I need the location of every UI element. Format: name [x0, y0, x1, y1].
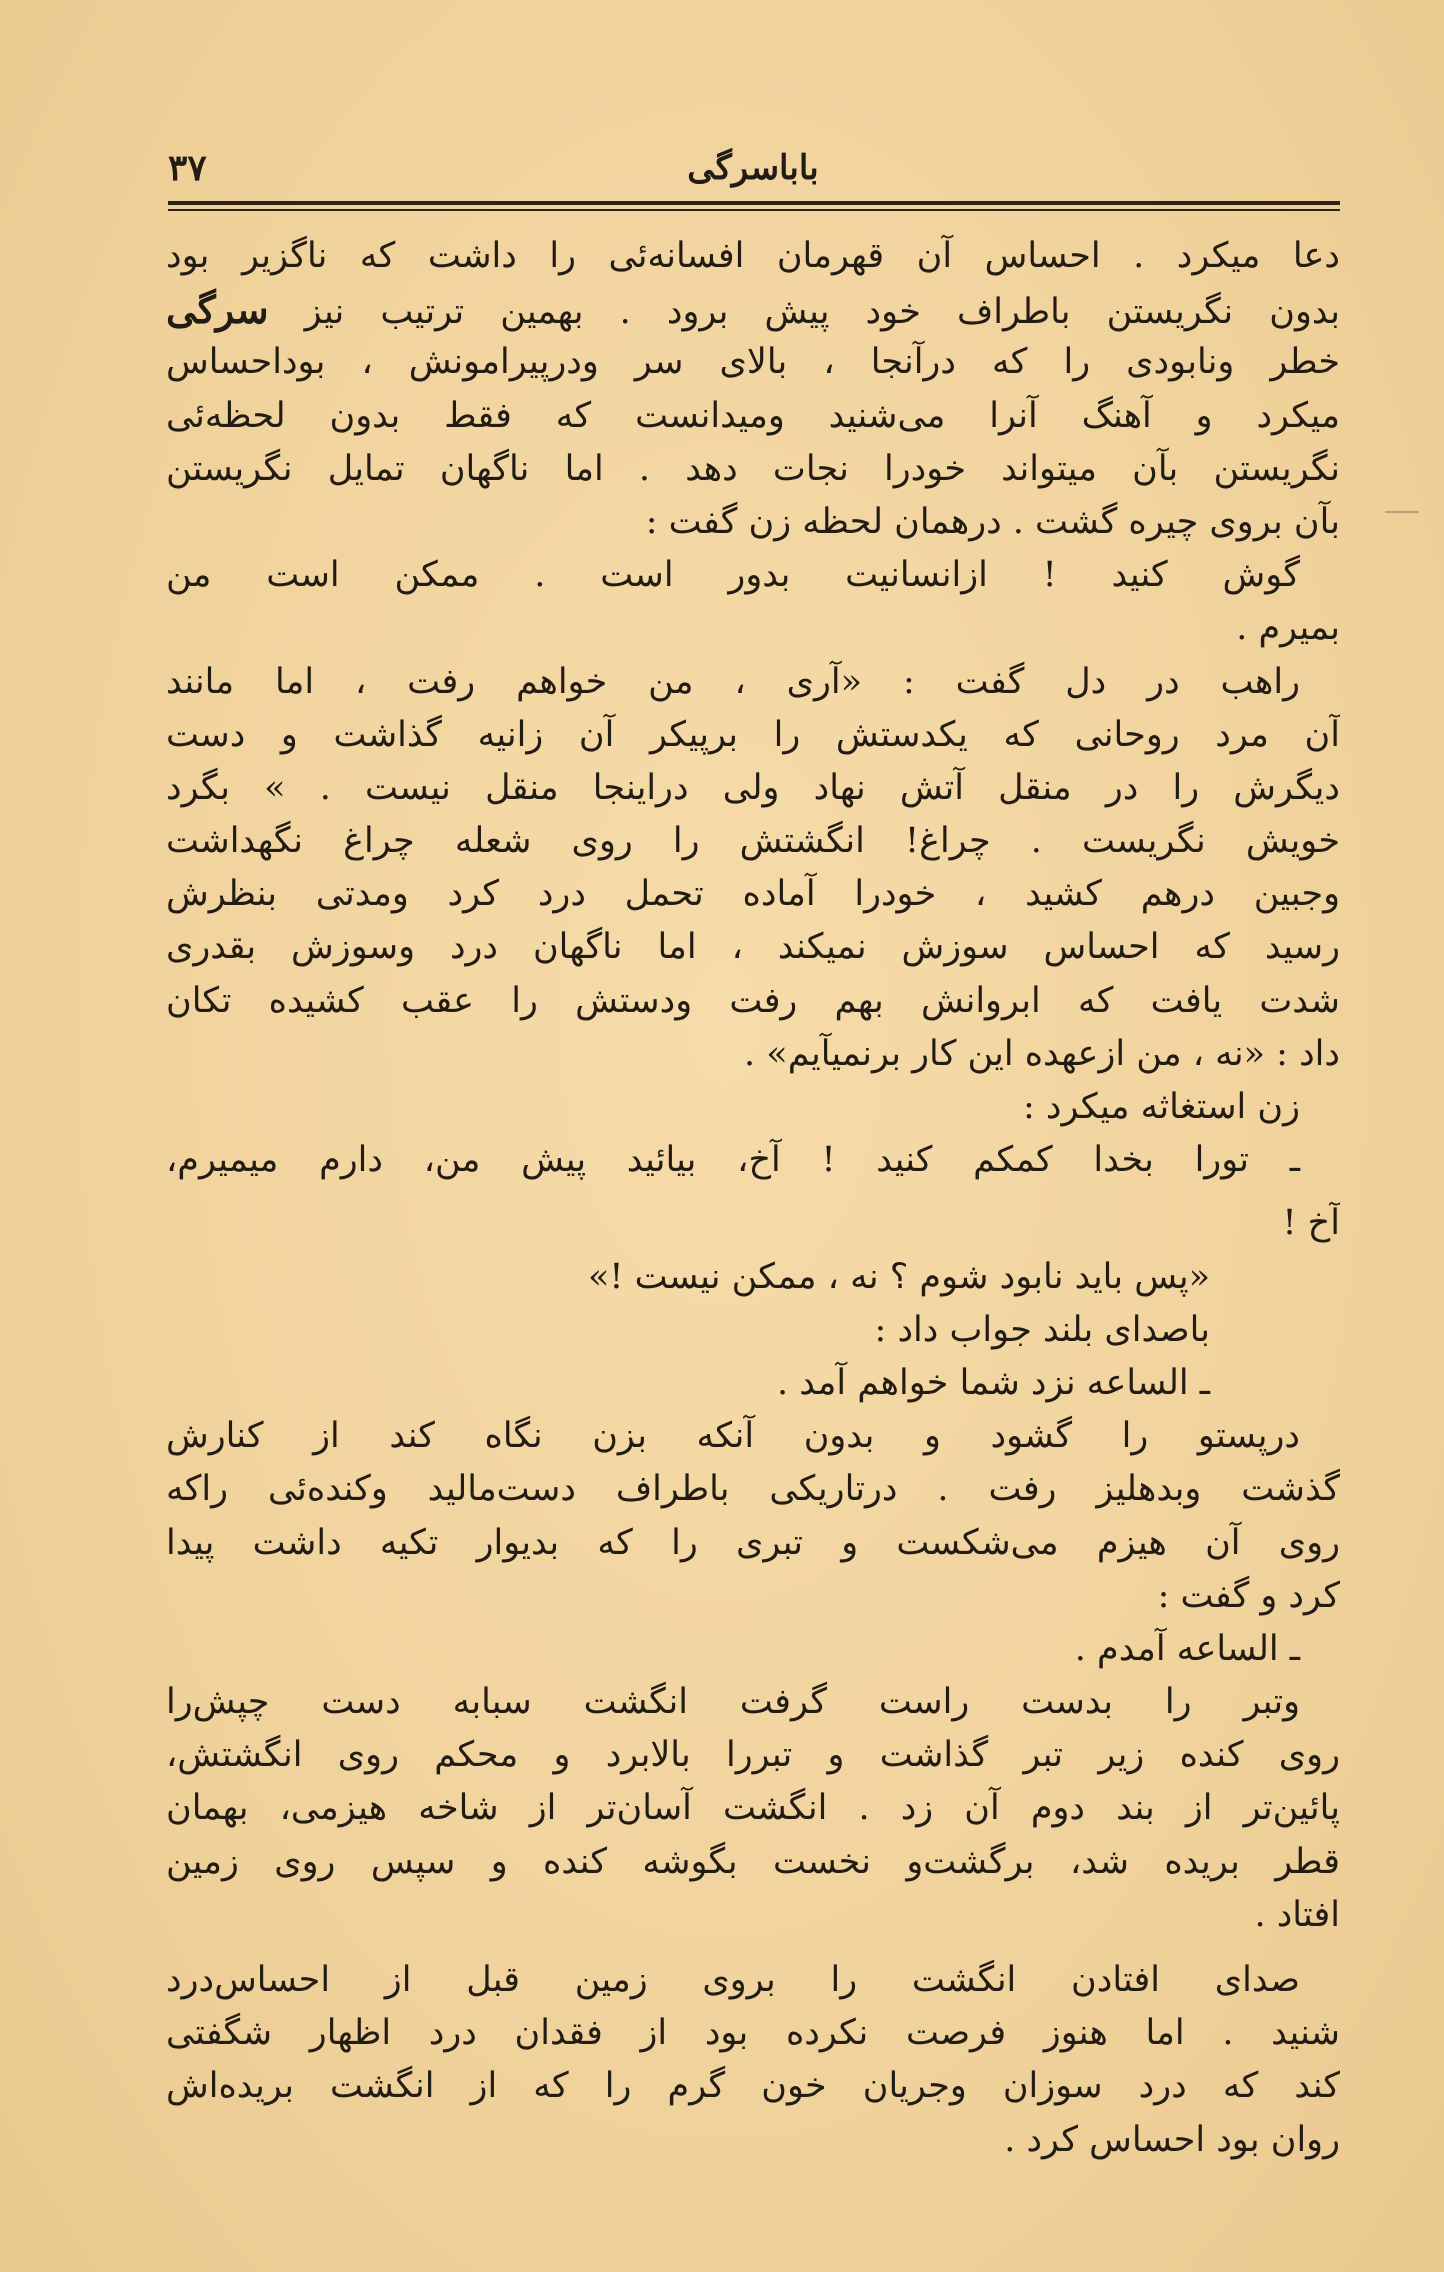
text-line: گذشت وبدهلیز رفت . درتاریکی باطراف دست‌مالید وکنده‌ئی راکه	[166, 1469, 1340, 1510]
text-line: داد : «نه ، من ازعهده این کار برنمیآیم» .	[744, 1033, 1340, 1074]
paragraph	[166, 1304, 1340, 1357]
text-line: گوش کنید ! ازانسانیت بدور است . ممکن است من	[166, 555, 1300, 596]
text-line: میکرد و آهنگ آنرا می‌شنید ومیدانست که فقط بدون لحظه‌ئی	[166, 395, 1340, 436]
paragraph	[166, 1251, 1340, 1304]
paragraph	[166, 1954, 1340, 2167]
text-line: کرد و گفت :	[1157, 1575, 1340, 1616]
text-line: روی آن هیزم می‌شکست و تبری را که بدیوار تکیه داشت پیدا	[166, 1522, 1340, 1563]
text-line: زن استغاثه میکرد :	[1023, 1087, 1300, 1127]
text-line: دعا میکرد . احساس آن قهرمان افسانه‌ئی را داشت که ناگزیر بود	[166, 236, 1340, 276]
text-line: آخ !	[1282, 1203, 1340, 1244]
page-body	[166, 230, 1340, 2167]
text-line: وجبین درهم کشید ، خودرا آماده تحمل درد کرد ومدتی بنظرش	[166, 874, 1340, 915]
margin-mark	[1385, 511, 1419, 513]
text-line: درپستو را گشود و بدون آنکه بزن نگاه کند از کنارش	[166, 1416, 1300, 1457]
header-rule-thin	[168, 209, 1340, 211]
text-line: شدت یافت که ابروانش بهم رفت ودستش را عقب کشیده تکان	[166, 980, 1340, 1021]
paragraph	[166, 656, 1340, 1082]
text-line: افتاد .	[1254, 1894, 1340, 1935]
text-line: پائین‌تر از بند دوم آن زد . انگشت آسان‌تر از شاخه هیزمی، بهمان	[166, 1788, 1340, 1829]
text-line: روان بود احساس کرد .	[1004, 2119, 1340, 2160]
text-line: راهب در دل گفت : «آری ، من خواهم رفت ، اما مانند	[166, 661, 1300, 702]
text-line: «پس باید نابود شوم ؟ نه ، ممکن نیست !»	[587, 1256, 1210, 1297]
header-rule-thick	[168, 201, 1340, 205]
paragraph	[166, 1134, 1340, 1250]
text-line: دیگرش را در منقل آتش نهاد ولی دراینجا منقل نیست . » بگرد	[166, 767, 1340, 808]
text-line: نگریستن بآن میتواند خودرا نجات دهد . اما ناگهان تمایل نگریستن	[166, 448, 1340, 489]
paragraph	[166, 1410, 1340, 1623]
text-line: بآن بروی چیره گشت . درهمان لحظه زن گفت :	[645, 501, 1340, 542]
text-line: خویش نگریست . چراغ! انگشتش را روی شعله چراغ نگهداشت	[166, 821, 1340, 862]
text-line: ـ تورا بخدا کمکم کنید ! آخ، بیائید پیش من، دارم میمیرم،	[166, 1140, 1300, 1181]
text-line: ـ الساعه آمدم .	[1074, 1628, 1300, 1669]
text-line: بمیرم .	[1236, 608, 1340, 649]
text-line: کند که درد سوزان وجریان خون گرم را که از انگشت بریده‌اش	[166, 2066, 1340, 2107]
page-number: ۳۷	[168, 147, 207, 189]
paragraph	[166, 1676, 1340, 1942]
paragraph	[166, 1357, 1340, 1410]
paragraph	[166, 549, 1340, 655]
page-header	[168, 138, 1338, 198]
text-line: قطر بریده شد، برگشت‌و نخست بگوشه کنده و سپس روی زمین	[166, 1841, 1340, 1882]
text-span: بدون نگریستن باطراف خود پیش برود . بهمین ترتیب نیز	[268, 292, 1340, 333]
paragraph	[166, 1081, 1340, 1134]
text-line	[166, 283, 1340, 336]
text-line: شنید . اما هنوز فرصت نکرده بود از فقدان درد اظهار شگفتی	[166, 2013, 1340, 2054]
text-line: ـ الساعه نزد شما خواهم آمد .	[777, 1362, 1210, 1403]
text-line: صدای افتادن انگشت را بروی زمین قبل از احساس‌درد	[166, 1960, 1300, 2000]
text-line: باصدای بلند جواب داد :	[874, 1309, 1210, 1350]
text-line: وتبر را بدست راست گرفت انگشت سبابه دست چپش‌را	[166, 1682, 1300, 1723]
paragraph	[166, 230, 1340, 549]
text-line: آن مرد روحانی که یکدستش را برپیکر آن زانیه گذاشت و دست	[166, 714, 1340, 755]
text-line: خطر ونابودی را که درآنجا ، بالای سر ودرپیرامونش ، بوداحساس	[166, 342, 1340, 383]
character-name: سرگی	[166, 287, 269, 333]
text-line: روی کنده زیر تبر گذاشت و تبررا بالابرد و محکم روی انگشتش،	[166, 1735, 1340, 1776]
running-title: باباسرگی	[687, 148, 819, 188]
text-line: رسید که احساس سوزش نمیکند ، اما ناگهان درد وسوزش بقدری	[166, 927, 1340, 968]
paragraph	[166, 1623, 1340, 1676]
